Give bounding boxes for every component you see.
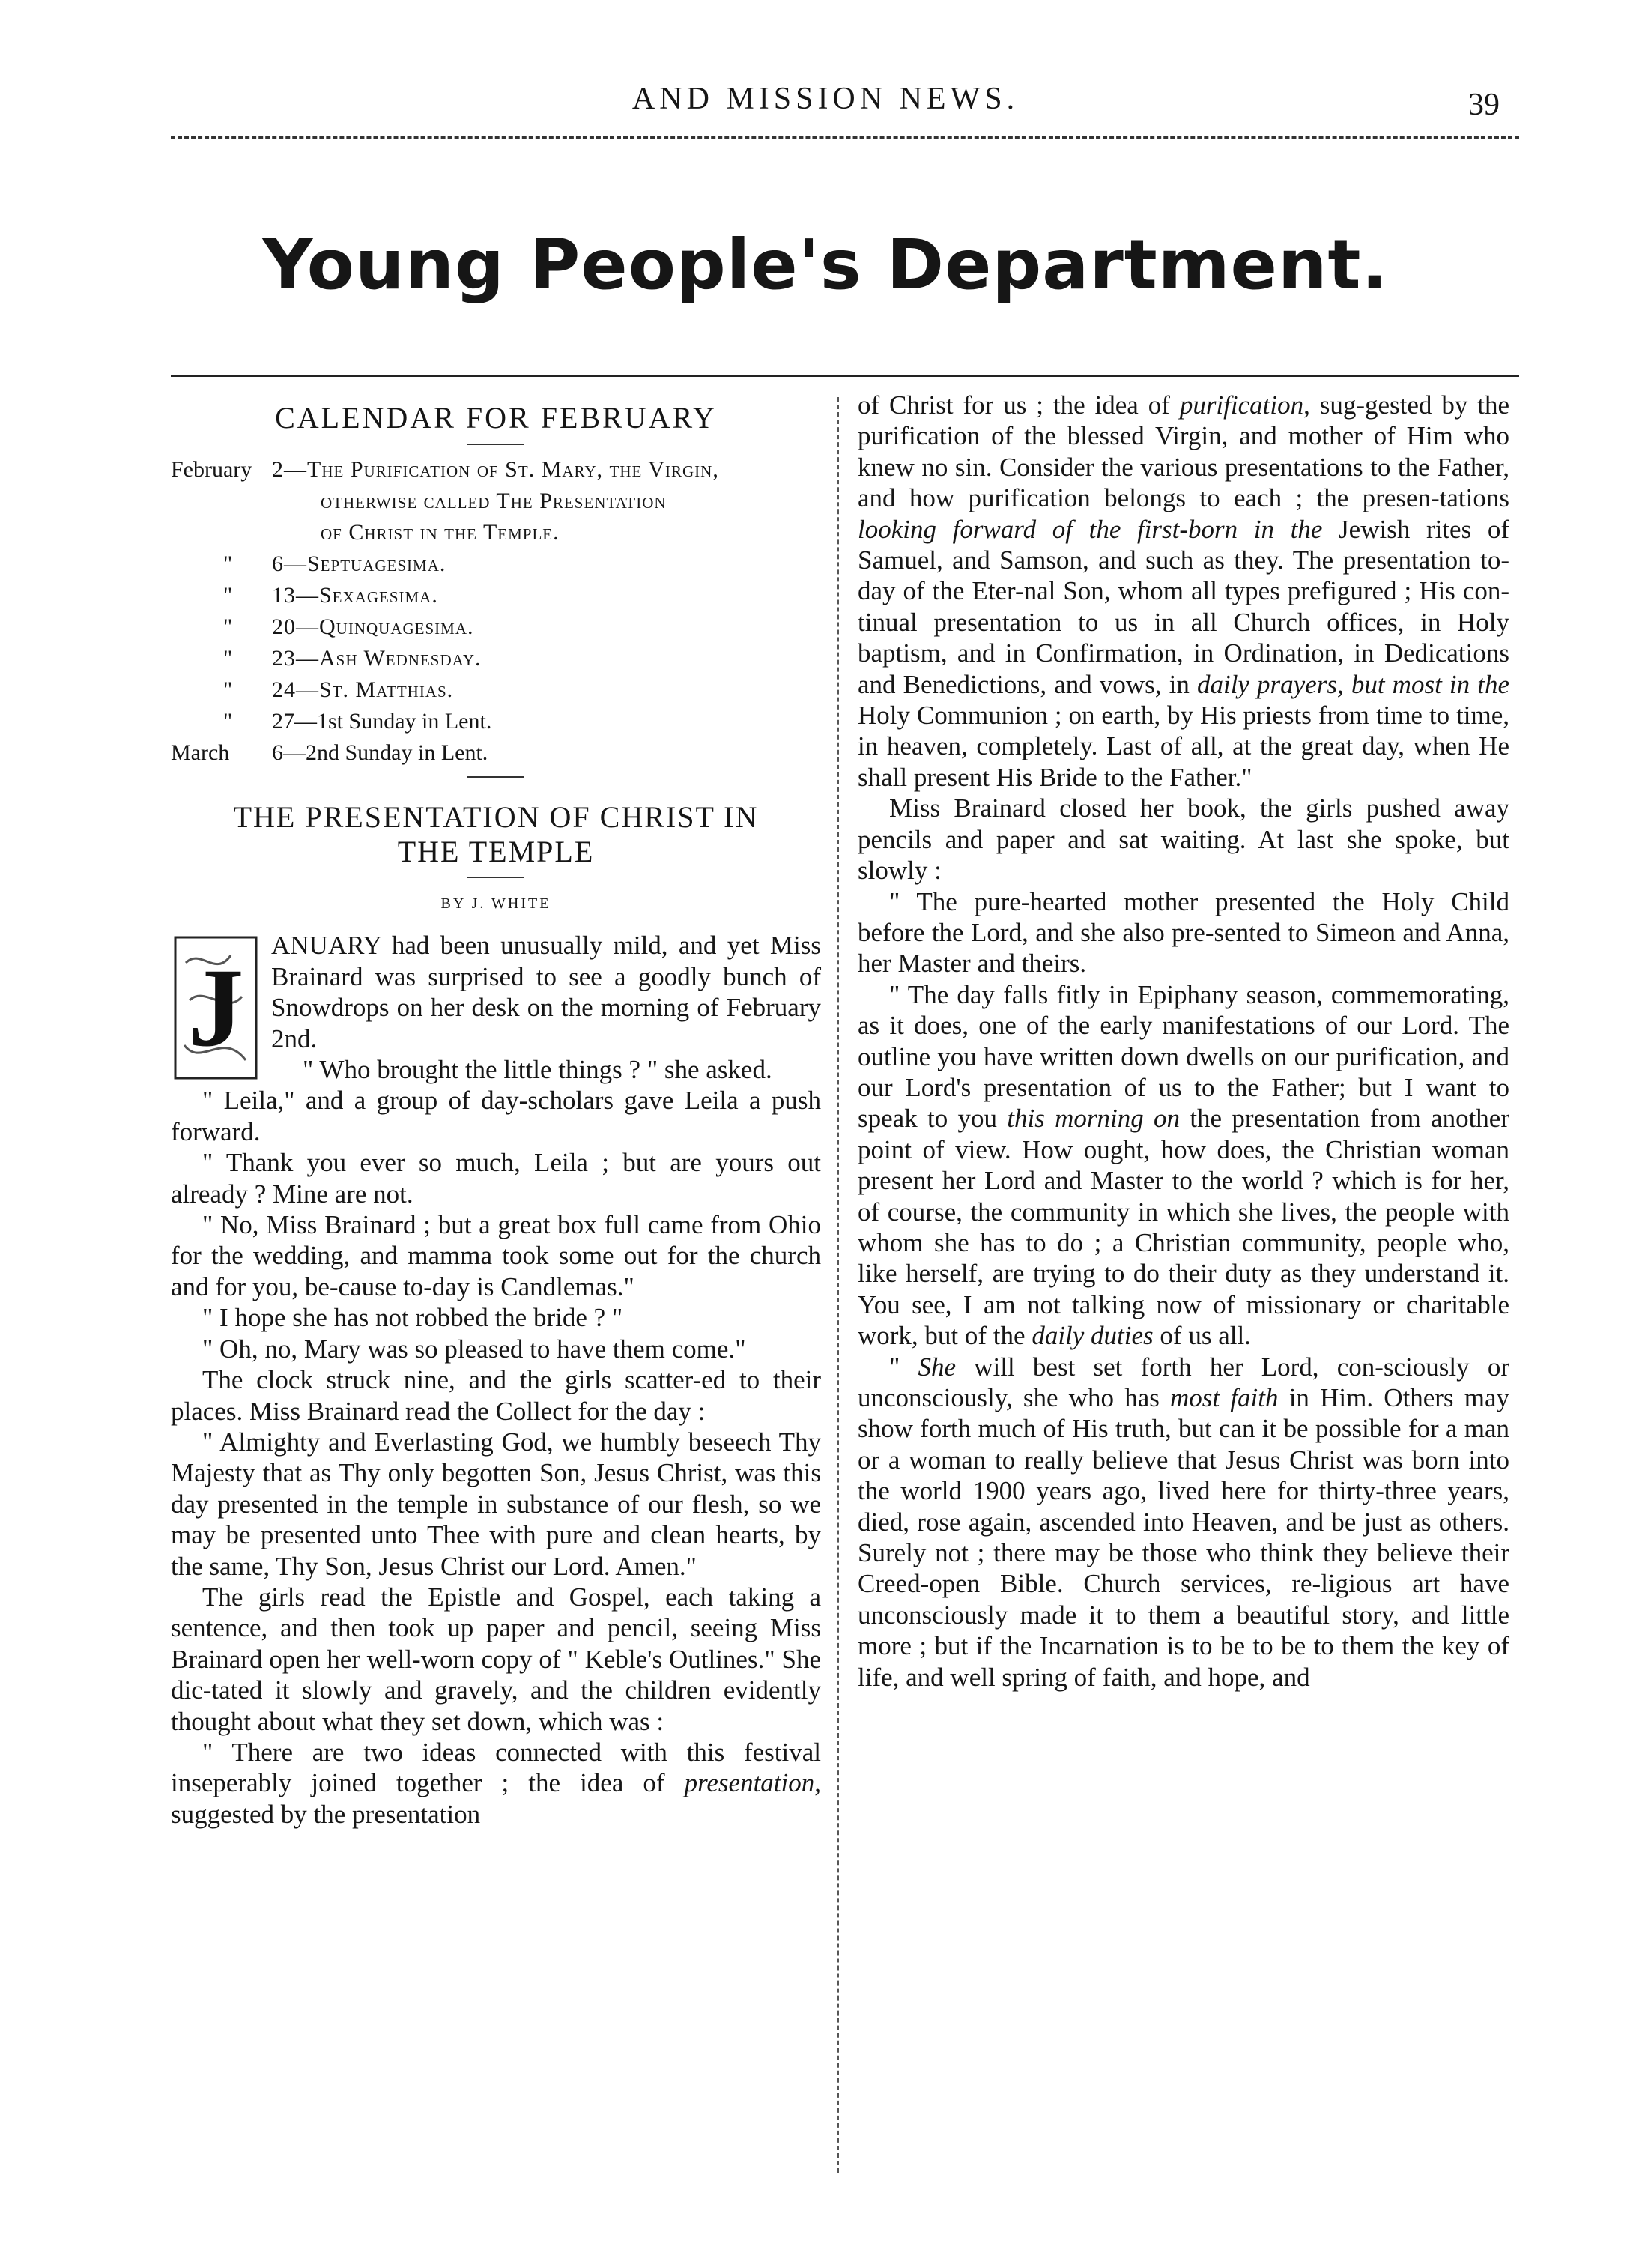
calendar-ditto: ": [223, 551, 233, 576]
calendar-entry: [171, 706, 821, 737]
calendar-text: 6—Septuagesima.: [272, 551, 446, 576]
article-title-rule: [467, 877, 524, 878]
paragraph: " No, Miss Brainard ; but a great box full came from Ohio for the wedding, and mamma took some out for the church and for you, be-cause to-day is Candlemas.": [171, 1210, 821, 1301]
department-title: Young People's Department.: [262, 225, 1389, 305]
text-run: , sug-gested by the purification of the blessed Virgin, and mother of Him who knew no sin. Consider the various presentations to the Father, and how purification belongs to each ; the presen-tations: [858, 390, 1509, 513]
paragraph: [171, 1737, 821, 1830]
calendar-month: March: [171, 740, 230, 765]
text-run: , suggested by the presentation: [171, 1768, 821, 1829]
text-run-italic: presentation: [684, 1768, 815, 1798]
text-run-italic: looking forward of the first-born in the: [858, 514, 1323, 544]
paragraph: " Who brought the little things ? " she asked.: [303, 1055, 772, 1085]
text-run: Jewish rites of Samuel, and Samson, and such as they. The presentation to-day of the Eter-nal Son, whom all types prefigured ; His con-tinual presentation to us in all Church offices, in Holy baptism, and in Confirmation, in Ordination, in Dedications and Benedictions, and vows, in: [858, 514, 1509, 699]
calendar-text: 20—Quinquagesima.: [272, 614, 474, 639]
calendar-entry: [171, 737, 821, 769]
calendar-text: 27—1st Sunday in Lent.: [272, 709, 492, 734]
title-rule: [171, 375, 1519, 377]
right-column: [858, 390, 1509, 1693]
article-byline: BY J. WHITE: [440, 895, 551, 912]
paragraph: ANUARY had been unusually mild, and yet Miss Brainard was surprised to see a goodly bunch of Snowdrops on her desk on the morning of February 2nd.: [271, 931, 821, 1053]
paragraph: " Almighty and Everlasting God, we humbly beseech Thy Majesty that as Thy only begotten Son, Jesus Christ, was this day presented in the temple in substance of our flesh, so we may be presented unto Thee with pure and clean hearts, by the same, Thy Son, Jesus Christ our Lord. Amen.": [171, 1427, 821, 1581]
text-run-italic: most faith: [1170, 1383, 1279, 1412]
paragraph: " Leila," and a group of day-scholars gave Leila a push forward.: [171, 1086, 821, 1146]
text-run-italic: purification: [1179, 390, 1304, 420]
calendar-ditto: ": [223, 709, 233, 734]
paragraph: The clock struck nine, and the girls scatter-ed to their places. Miss Brainard read the Collect for the day :: [171, 1365, 821, 1426]
paragraph: " The pure-hearted mother presented the Holy Child before the Lord, and she also pre-sented to Simeon and Anna, her Master and theirs.: [858, 886, 1509, 979]
section-rule: [467, 776, 524, 778]
calendar-entry: [171, 674, 821, 706]
paragraph: " I hope she has not robbed the bride ? ": [202, 1303, 623, 1333]
paragraph: " Oh, no, Mary was so pleased to have them come.": [202, 1334, 746, 1364]
calendar-entry: [171, 454, 821, 486]
text-run: the presentation from another point of view. How ought, how does, the Christian woman present her Lord and Master to the world ? which is for her, of course, the community in which she lives, the people with whom she has to do ; a Christian community, people who, like herself, are trying to do their duty as they understand it. You see, I am not talking now of missionary or charitable work, but of the: [858, 1104, 1509, 1351]
calendar-text: 24—St. Matthias.: [272, 677, 454, 702]
text-run: " The day falls fitly in Epiphany season, commemorating, as it does, one of the early manifestations of our Lord. The outline you have written down dwells on our purification, and our Lord's presentation of us to the Father; but I want to speak to you: [858, 979, 1509, 1134]
text-run: of Christ for us ; the idea of: [858, 390, 1180, 420]
paragraph: The girls read the Epistle and Gospel, each taking a sentence, and then took up paper and pencil, seeing Miss Brainard open her well-worn copy of " Keble's Outlines." She dic-tated it slowly and gravely, and the children evidently thought about what they set down, which was :: [171, 1582, 821, 1736]
article-title-line: THE PRESENTATION OF CHRIST IN: [233, 800, 759, 834]
header-rule: [171, 136, 1519, 139]
calendar-list: [171, 454, 821, 769]
calendar-ditto: ": [223, 583, 233, 608]
text-run-italic: this morning on: [1007, 1104, 1181, 1134]
article-title: [171, 800, 821, 869]
drop-cap-ornament: [171, 933, 261, 1083]
page-number: 39: [1468, 88, 1500, 122]
text-run: of us all.: [1153, 1321, 1251, 1351]
calendar-ditto: ": [223, 614, 233, 639]
text-run: Holy Communion ; on earth, by His priests from time to time, in heaven, completely. Last of all, at the great day, when He shall present His Bride to the Father.": [858, 701, 1509, 792]
paragraph: [858, 390, 1509, 793]
text-run: will best set forth her Lord, con-sciously or unconsciously, she who has: [858, 1352, 1509, 1412]
calendar-ditto: ": [223, 677, 233, 702]
paragraph: Miss Brainard closed her book, the girls pushed away pencils and paper and sat waiting. At last she spoke, but slowly :: [858, 793, 1509, 886]
running-head: AND MISSION NEWS.: [631, 82, 1020, 116]
calendar-entry: [171, 611, 821, 643]
calendar-entry: [171, 580, 821, 611]
calendar-text-continued: otherwise called The Presentation: [321, 489, 667, 513]
article-title-line: THE TEMPLE: [397, 835, 595, 868]
calendar-entry: [171, 643, 821, 674]
calendar-text-continued: of Christ in the Temple.: [321, 520, 560, 545]
calendar-title: CALENDAR FOR FEBRUARY: [275, 401, 717, 435]
calendar-text: 13—Sexagesima.: [272, 583, 438, 608]
text-run: in Him. Others may show forth much of His truth, but can it be possible for a man or a woman to really believe that Jesus Christ was born into the world 1900 years ago, lived here for thirty-three years, died, rose again, ascended into Heaven, and be just as others. Surely not ; there may be those who think they believe their Creed-open Bible. Church services, re-ligious art have unconsciously made it to them a beautiful story, and little more ; but if the Incarnation is to be to be to them the key of life, and well spring of faith, and hope, and: [858, 1383, 1509, 1692]
left-column: [171, 390, 821, 1830]
drop-cap-letter: J: [187, 946, 244, 1071]
calendar-rule: [467, 444, 524, 445]
calendar-text: 2—The Purification of St. Mary, the Virgin,: [272, 457, 719, 482]
calendar-ditto: ": [223, 646, 233, 671]
paragraph: " Thank you ever so much, Leila ; but are yours out already ? Mine are not.: [171, 1148, 821, 1209]
text-run: " There are two ideas connected with this festival inseperably joined together ; the idea of: [171, 1737, 821, 1798]
paragraph: [858, 979, 1509, 1352]
text-run: ": [889, 1352, 918, 1382]
paragraph: [858, 1352, 1509, 1693]
text-run-italic: daily duties: [1032, 1321, 1154, 1351]
column-divider: [837, 397, 839, 2173]
text-run-italic: She: [918, 1352, 957, 1382]
calendar-text: 6—2nd Sunday in Lent.: [272, 740, 488, 765]
calendar-text: 23—Ash Wednesday.: [272, 646, 482, 671]
calendar-month: February: [171, 457, 252, 482]
calendar-entry: [171, 548, 821, 580]
text-run-italic: daily prayers, but most in the: [1196, 669, 1509, 699]
